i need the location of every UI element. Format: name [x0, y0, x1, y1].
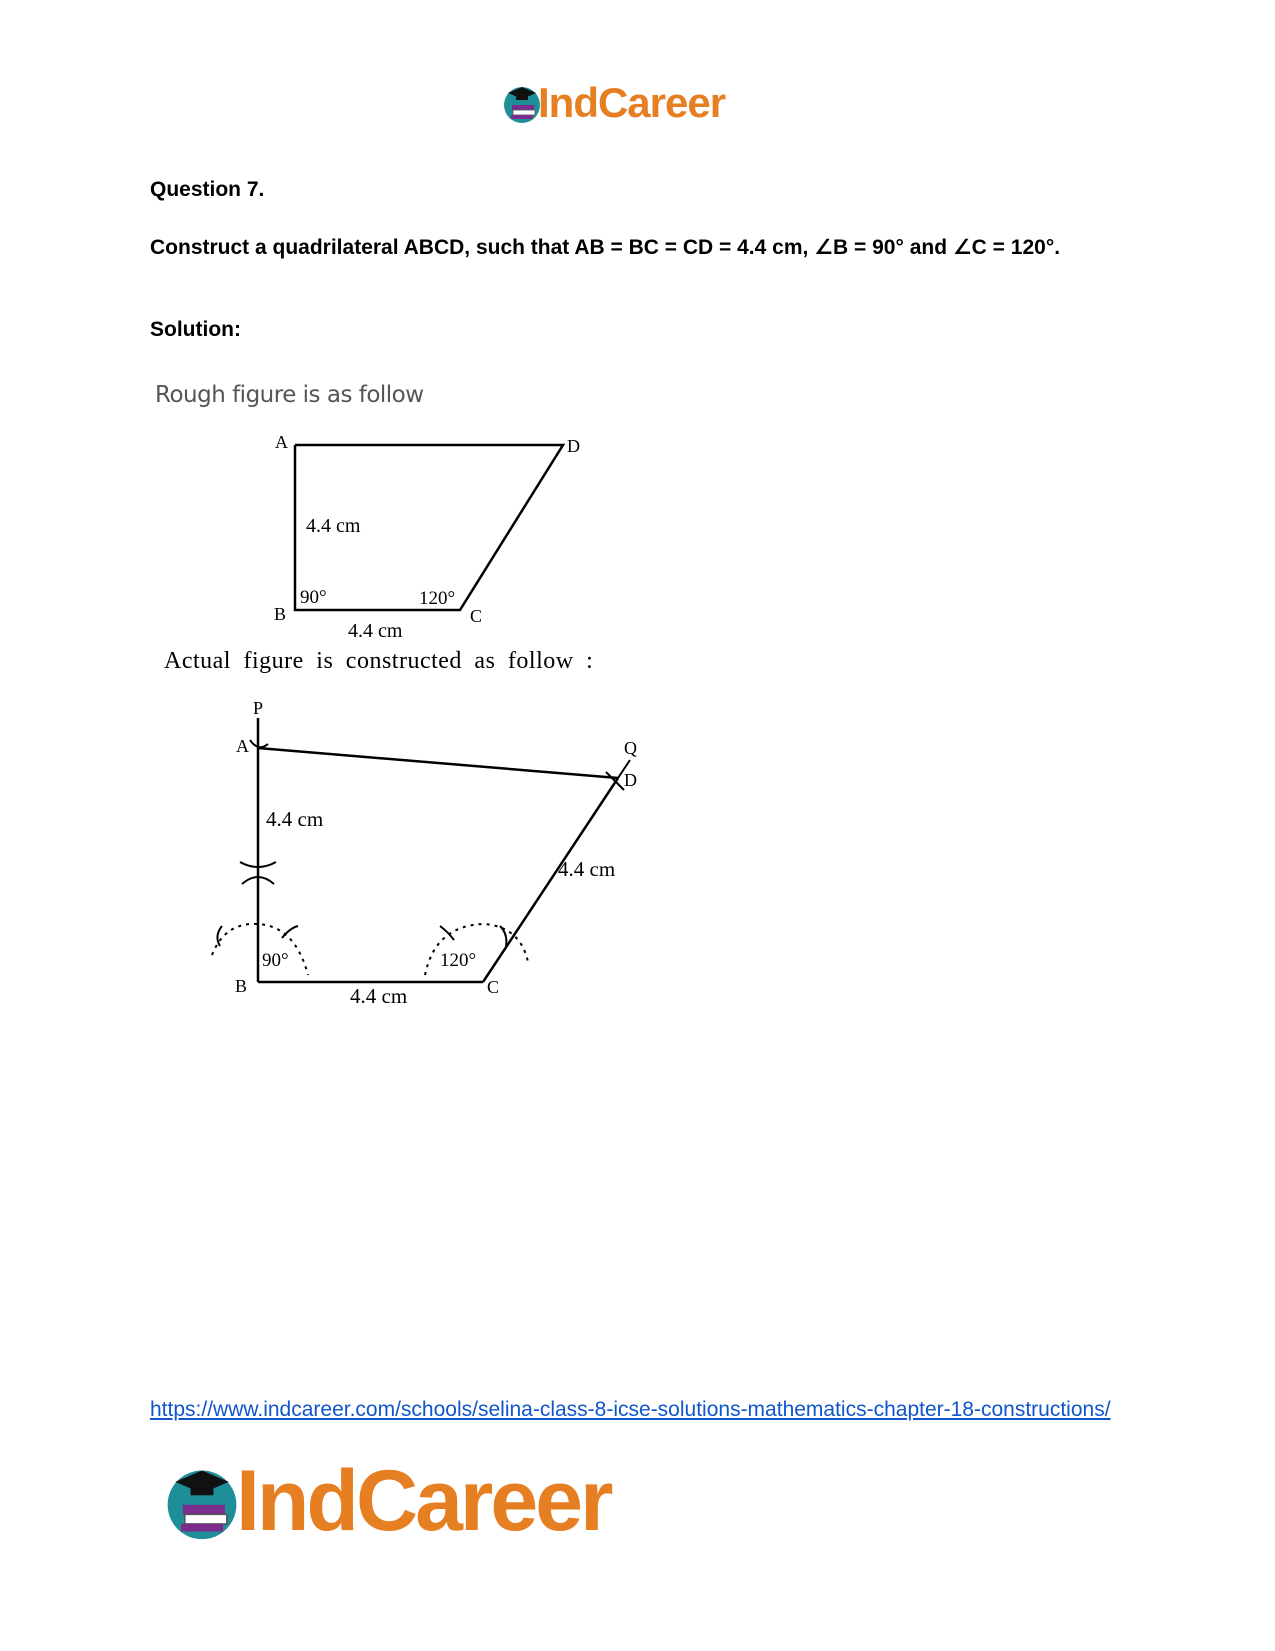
source-link[interactable]: https://www.indcareer.com/schools/selina-class-8-icse-solutions-mathematics-chapter-18-constructions/	[150, 1398, 1111, 1421]
label-c: C	[487, 977, 500, 997]
rough-figure	[274, 432, 580, 642]
actual-figure	[212, 698, 637, 1008]
books-graduation-cap-icon	[160, 1459, 244, 1543]
rough-figure-caption: Rough figure is as follow	[155, 382, 424, 408]
question-text: Construct a quadrilateral ABCD, such that AB = BC = CD = 4.4 cm, ∠B = 90° and ∠C = 120°.	[150, 236, 1061, 259]
rough-label-b: B	[274, 604, 287, 624]
rough-label-a: A	[275, 432, 288, 452]
angle-c-label: 120°	[440, 950, 477, 971]
arc-mark-b-right	[282, 926, 298, 938]
rough-label-c: C	[470, 606, 483, 626]
actual-figure-caption: Actual figure is constructed as follow :	[164, 648, 594, 674]
brand-wordmark: IndCareer	[538, 79, 726, 126]
bc-length: 4.4 cm	[350, 984, 408, 1008]
arc-mark-b-left	[217, 926, 222, 946]
arc-mark-c-left	[440, 926, 454, 940]
label-d: D	[624, 770, 637, 790]
label-q: Q	[624, 738, 637, 758]
arc-construction-b	[212, 924, 308, 975]
question-title: Question 7.	[150, 178, 265, 201]
rough-bc-length: 4.4 cm	[348, 620, 403, 642]
cd-length: 4.4 cm	[558, 857, 616, 881]
side-ad	[258, 748, 618, 778]
ab-length: 4.4 cm	[266, 807, 324, 831]
rough-label-d: D	[567, 436, 580, 456]
label-p: P	[253, 698, 264, 718]
label-b: B	[235, 976, 248, 996]
rough-angle-c: 120°	[419, 588, 456, 609]
label-a: A	[236, 736, 249, 756]
rough-ab-length: 4.4 cm	[306, 515, 361, 537]
rough-angle-b: 90°	[300, 587, 327, 608]
arc-mark-c-right	[500, 926, 506, 946]
brand-wordmark: IndCareer	[236, 1453, 611, 1549]
solution-label: Solution:	[150, 318, 241, 341]
angle-b-label: 90°	[262, 950, 289, 971]
footer-logo	[160, 1453, 611, 1549]
